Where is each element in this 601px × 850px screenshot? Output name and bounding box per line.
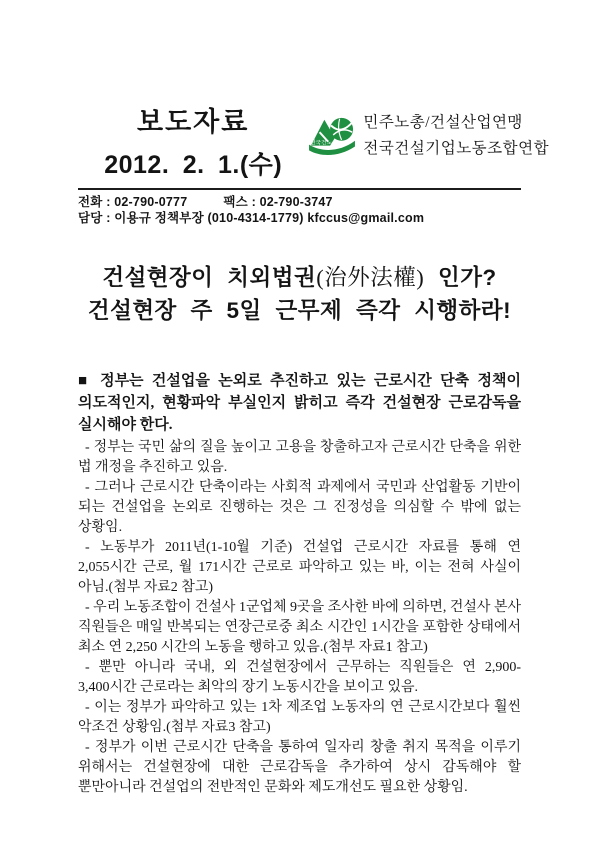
headline-line1-pre: 건설현장이 치외법권	[102, 265, 317, 290]
contact-phone: 전화 : 02-790-0777	[78, 195, 188, 209]
union-logo-icon	[308, 114, 356, 158]
headline-hanja: (治外法權)	[316, 265, 425, 290]
headline-line2: 건설현장 주 5일 근무제 즉각 시행하라!	[87, 298, 512, 323]
header	[78, 100, 550, 190]
lead-paragraph: ■ 정부는 건설업을 논외로 추진하고 있는 근로시간 단축 정책이 의도적인지, 현황파악 부실인지 밝히고 즉각 건설현장 근로감독을 실시해야 한다.	[78, 373, 521, 433]
body-text	[78, 370, 521, 798]
headline-line1	[78, 261, 521, 294]
body-paragraph: - 뿐만 아니라 국내, 외 건설현장에서 근무하는 직원들은 연 2,900-3,400시간 근로라는 최악의 장기 노동시간을 보이고 있음.	[78, 660, 521, 695]
org-name-union: 전국건설기업노동조합연합	[363, 140, 550, 157]
body-paragraph: - 우리 노동조합이 건설사 1군업체 9곳을 조사한 바에 의하면, 건설사 본사 직원들은 매일 반복되는 연장근로중 최소 시간인 1시간을 포함한 상태에서 최소 연 2,250 시간의 노동을 행하고 있음.(첨부 자료1 참고)	[78, 600, 521, 655]
doc-type-title: 보도자료	[137, 107, 250, 137]
org-block	[308, 100, 549, 162]
body-paragraph: - 이는 정부가 파악하고 있는 1차 제조업 노동자의 연 근로시간보다 훨씬 악조건 상황임.(첨부 자료3 참고)	[78, 700, 521, 735]
body-paragraph: - 정부는 국민 삶의 질을 높이고 고용을 창출하고자 근로시간 단축을 위한 법 개정을 추진하고 있음.	[78, 440, 521, 475]
body-paragraph: - 노동부가 2011년(1-10월 기준) 건설업 근로시간 자료를 통해 연 2,055시간 근로, 월 171시간 근로로 파악하고 있는 바, 이는 전혀 사실이 아님.(첨부 자료2 참고)	[78, 540, 521, 595]
contact-manager: 담당 : 이용규 정책부장 (010-4314-1779) kfccus@gmail.com	[78, 211, 425, 225]
contact-phone-fax-row	[78, 194, 521, 210]
header-title-block	[78, 100, 308, 181]
body-paragraph: - 그러나 근로시간 단축이라는 사회적 과제에서 국민과 산업활동 기반이 되는 건설업을 논외로 진행하는 것은 그 진정성을 의심할 수 밖에 없는 상황임.	[78, 480, 521, 535]
org-names	[363, 110, 549, 162]
body-paragraph: - 정부가 이번 근로시간 단축을 통하여 일자리 창출 취지 목적을 이루기 위해서는 건설현장에 대한 근로감독을 추가하여 상시 감독해야 할 뿐만아니라 건설업의 전반적인 문화와 제도개선도 필요한 상황임.	[78, 740, 521, 795]
doc-date: 2012. 2. 1.(수)	[104, 151, 283, 179]
headline	[78, 261, 521, 327]
logo-text: 전국건노	[310, 140, 333, 147]
contact-fax: 팩스 : 02-790-3747	[223, 195, 333, 209]
headline-line1-post: 인가?	[424, 265, 497, 290]
org-name-federation: 민주노총/건설산업연맹	[363, 114, 523, 131]
contact-info	[78, 194, 521, 226]
